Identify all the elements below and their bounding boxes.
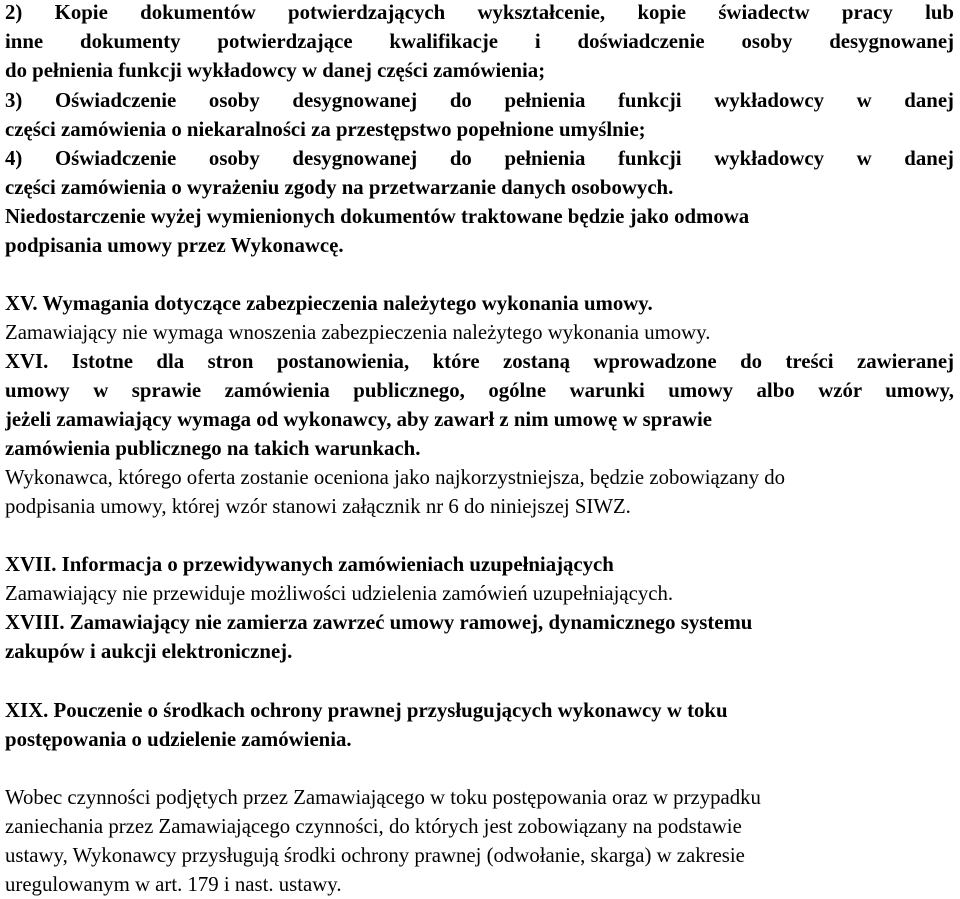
xvii-heading: XVII. Informacja o przewidywanych zamówieniach uzupełniających (5, 553, 614, 576)
xv-heading: XV. Wymagania dotyczące zabezpieczenia należytego wykonania umowy. (5, 292, 653, 315)
xix-text2: zaniechania przez Zamawiającego czynności, do których jest zobowiązany na podstawie (5, 815, 742, 838)
xviii-line2: zakupów i aukcji elektronicznej. (5, 640, 293, 663)
xvi-line2: umowy w sprawie zamówienia publicznego, ogólne warunki umowy albo wzór umowy, (5, 379, 954, 402)
xvi-number: XVI. (5, 350, 49, 373)
xviii-line1: XVIII. Zamawiający nie zamierza zawrzeć umowy ramowej, dynamicznego systemu (5, 611, 753, 634)
item2-line1: 2) Kopie dokumentów potwierdzających wykształcenie, kopie świadectw pracy lub (5, 1, 954, 24)
xvi-line1-rest: Istotne dla stron postanowienia, które zostaną wprowadzone do treści zawieranej (48, 350, 954, 373)
xv-text: Zamawiający nie wymaga wnoszenia zabezpieczenia należytego wykonania umowy. (5, 321, 711, 344)
xix-line1: XIX. Pouczenie o środkach ochrony prawnej przysługujących wykonawcy w toku (5, 699, 728, 722)
item2-line2: inne dokumenty potwierdzające kwalifikacje i doświadczenie osoby desygnowanej (5, 30, 954, 53)
xix-line2: postępowania o udzielenie zamówienia. (5, 728, 352, 751)
item3-line1: 3) Oświadczenie osoby desygnowanej do pełnienia funkcji wykładowcy w danej (5, 89, 954, 112)
xvi-line4: zamówienia publicznego na takich warunkach. (5, 437, 421, 460)
xix-text1: Wobec czynności podjętych przez Zamawiającego w toku postępowania oraz w przypadku (5, 786, 761, 809)
refusal-line2: podpisania umowy przez Wykonawcę. (5, 234, 344, 257)
xix-text4: uregulowanym w art. 179 i nast. ustawy. (5, 873, 342, 896)
item3-line2: części zamówienia o niekaralności za przestępstwo popełnione umyślnie; (5, 118, 646, 141)
xix-text3: ustawy, Wykonawcy przysługują środki ochrony prawnej (odwołanie, skarga) w zakresie (5, 844, 745, 867)
xvi-line1 (5, 348, 954, 376)
xvii-text: Zamawiający nie przewiduje możliwości udzielenia zamówień uzupełniających. (5, 582, 674, 605)
item4-line2: części zamówienia o wyrażeniu zgody na przetwarzanie danych osobowych. (5, 176, 674, 199)
refusal-line1: Niedostarczenie wyżej wymienionych dokumentów traktowane będzie jako odmowa (5, 205, 750, 228)
item2-line3: do pełnienia funkcji wykładowcy w danej części zamówienia; (5, 59, 546, 82)
xvi-text2: podpisania umowy, której wzór stanowi załącznik nr 6 do niniejszej SIWZ. (5, 495, 631, 518)
xvi-text1: Wykonawca, którego oferta zostanie oceniona jako najkorzystniejsza, będzie zobowiązany do (5, 466, 786, 489)
xvi-line3: jeżeli zamawiający wymaga od wykonawcy, aby zawarł z nim umowę w sprawie (5, 408, 713, 431)
item4-line1: 4) Oświadczenie osoby desygnowanej do pełnienia funkcji wykładowcy w danej (5, 147, 954, 170)
